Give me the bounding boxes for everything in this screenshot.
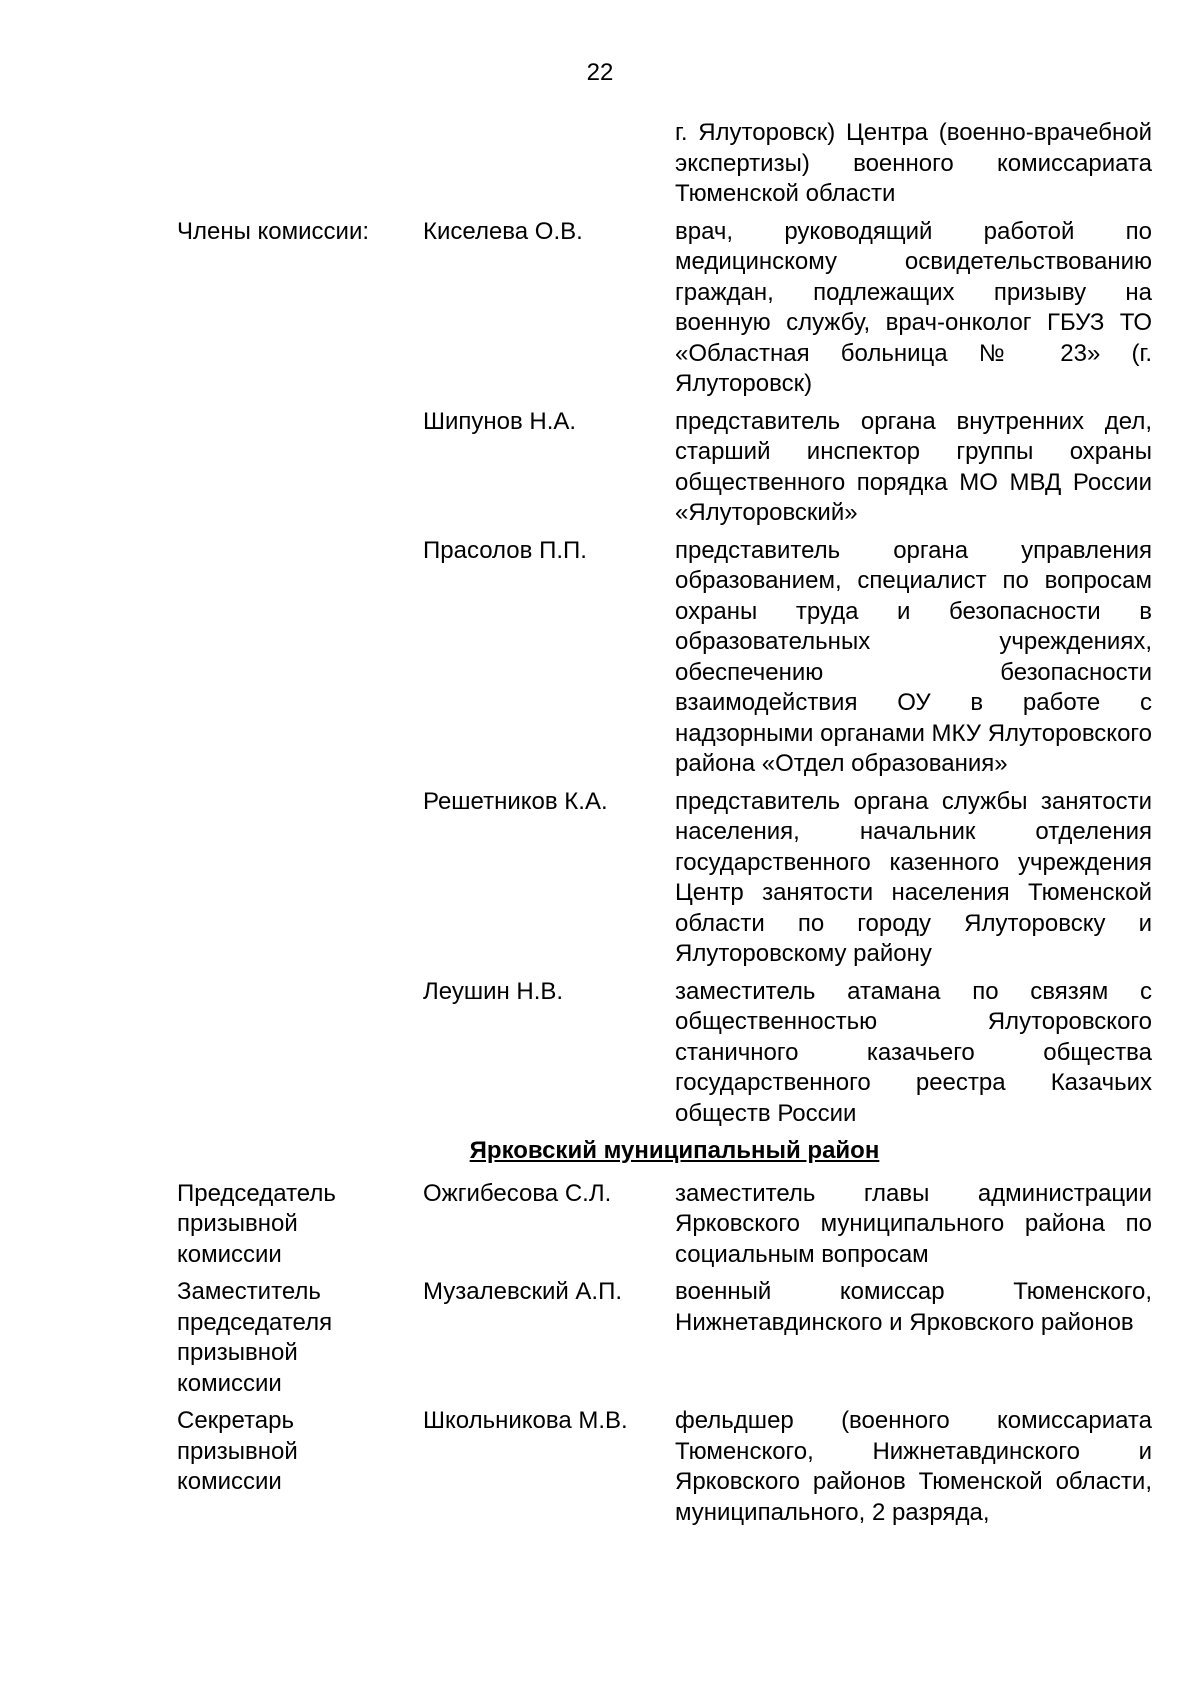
member-name: Шипунов Н.А. (423, 407, 577, 435)
role-label-line: комиссии (177, 1240, 282, 1268)
commission-row (177, 1179, 1152, 1271)
role-label (177, 1406, 423, 1498)
member-row (177, 977, 1152, 1130)
role-label-line: призывной (177, 1210, 298, 1237)
member-name: Ожгибесова С.Л. (423, 1179, 612, 1207)
position-description: представитель органа управления образованием, специалист по вопросам охраны труда и безопасности в образовательных учреждениях, обеспечению безопасности взаимодействия ОУ в работе с надзорными органами МКУ Ялуторовского района «Отдел образования» (675, 536, 1152, 777)
position-description: заместитель атамана по связям с общественностью Ялуторовского станичного казачьего общества государственного реестра Казачьих обществ России (675, 977, 1152, 1127)
role-label-line: председателя (177, 1308, 333, 1336)
member-name: Решетников К.А. (423, 787, 608, 815)
members-label: Члены комиссии: (177, 217, 370, 245)
position-description: военный комиссар Тюменского, Нижнетавдинского и Ярковского районов (675, 1278, 1152, 1336)
section-heading: Ярковский муниципальный район (469, 1137, 880, 1164)
continuation-row (177, 118, 1152, 210)
commission-list (177, 118, 1152, 1535)
role-label-line: комиссии (177, 1369, 282, 1397)
member-name: Прасолов П.П. (423, 536, 587, 564)
member-name: Музалевский А.П. (423, 1278, 623, 1305)
role-label-line: комиссии (177, 1468, 282, 1495)
role-label (177, 1277, 423, 1399)
position-description: представитель органа службы занятости населения, начальник отделения государственного казенного учреждения Центр занятости населения Тюменской области по городу Ялуторовску и Ялуторовскому району (675, 787, 1152, 967)
position-description: г. Ялуторовск) Центра (военно-врачебной экспертизы) военного комиссариата Тюменской области (675, 119, 1152, 207)
position-description: врач, руководящий работой по медицинскому освидетельствованию граждан, подлежащих призыву на военную службу, врач-онколог ГБУЗ ТО «Областная больница № 23» (г. Ялуторовск) (675, 217, 1152, 397)
role-label-line: призывной (177, 1339, 298, 1366)
page-number: 22 (586, 59, 614, 86)
role-label-line: Секретарь (177, 1407, 294, 1434)
member-row (177, 217, 1152, 400)
role-label-line: Председатель (177, 1179, 336, 1207)
member-name: Леушин Н.В. (423, 977, 564, 1005)
role-label-line: призывной (177, 1437, 298, 1465)
position-description: представитель органа внутренних дел, старший инспектор группы охраны общественного порядка МО МВД России «Ялуторовский» (675, 407, 1152, 526)
commission-row (177, 1277, 1152, 1399)
member-row (177, 787, 1152, 970)
role-label (177, 1179, 423, 1271)
member-name: Школьникова М.В. (423, 1407, 628, 1434)
member-row (177, 536, 1152, 780)
position-description: заместитель главы администрации Ярковского муниципального района по социальным вопросам (675, 1179, 1152, 1268)
commission-row (177, 1406, 1152, 1528)
position-description: фельдшер (военного комиссариата Тюменского, Нижнетавдинского и Ярковского районов Тюменской области, муниципального, 2 разряда, (675, 1407, 1152, 1526)
role-label-line: Заместитель (177, 1278, 321, 1305)
member-name: Киселева О.В. (423, 217, 583, 245)
member-row (177, 407, 1152, 529)
